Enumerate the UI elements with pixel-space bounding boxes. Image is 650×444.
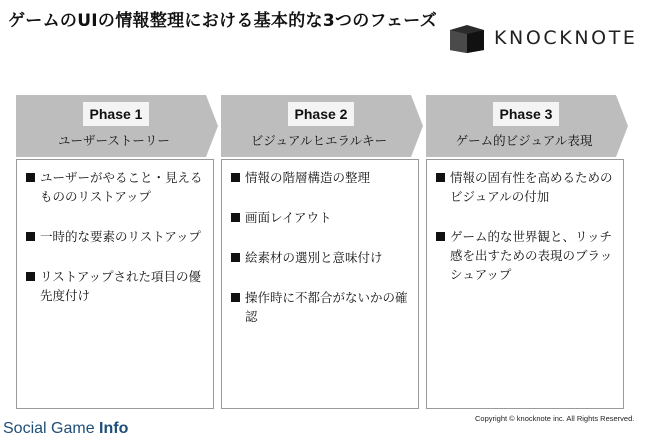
- list-item: リストアップされた項目の優先度付け: [26, 267, 207, 305]
- knocknote-logo-icon: [448, 23, 486, 53]
- watermark-text-bold: Info: [99, 420, 129, 437]
- bullet-square-icon: [26, 173, 35, 182]
- bullet-square-icon: [436, 173, 445, 182]
- list-item: 絵素材の選別と意味付け: [231, 248, 412, 267]
- phase-1-header: [16, 95, 218, 157]
- phase-3-subtitle: ゲーム的ビジュアル表現: [455, 133, 593, 148]
- list-item: 操作時に不都合がないかの確認: [231, 288, 412, 326]
- bullet-square-icon: [231, 213, 240, 222]
- list-item: ゲーム的な世界観と、リッチ感を出すための表現のブラッシュアップ: [436, 227, 617, 284]
- phase-1-label: Phase 1: [83, 102, 149, 126]
- brand-logo: [448, 23, 638, 53]
- watermark-text: Social Game: [3, 420, 100, 437]
- list-item: 画面レイアウト: [231, 208, 412, 227]
- bullet-square-icon: [231, 293, 240, 302]
- bullet-square-icon: [26, 272, 35, 281]
- phase-1-box: [16, 159, 214, 409]
- watermark: [3, 420, 128, 438]
- bullet-square-icon: [231, 173, 240, 182]
- bullet-square-icon: [231, 253, 240, 262]
- phase-3-box: [426, 159, 624, 409]
- phase-1-subtitle: ユーザーストーリー: [58, 133, 170, 148]
- phase-2-header: [221, 95, 423, 157]
- list-item: 情報の階層構造の整理: [231, 168, 412, 187]
- list-item: 一時的な要素のリストアップ: [26, 227, 207, 246]
- list-item: ユーザーがやること・見えるもののリストアップ: [26, 168, 207, 206]
- list-item: 情報の固有性を高めるためのビジュアルの付加: [436, 168, 617, 206]
- phase-2-box: [221, 159, 419, 409]
- phase-3-header: [426, 95, 628, 157]
- phase-3-label: Phase 3: [493, 102, 559, 126]
- bullet-square-icon: [436, 232, 445, 241]
- phase-2-subtitle: ビジュアルヒエラルキー: [250, 133, 388, 148]
- bullet-square-icon: [26, 232, 35, 241]
- brand-name: KNOCKNOTE: [494, 27, 638, 49]
- copyright-text: Copyright © knocknote inc. All Rights Reserved.: [475, 414, 635, 423]
- slide-title: ゲームのUIの情報整理における基本的な3つのフェーズ: [8, 11, 438, 31]
- phase-2-label: Phase 2: [288, 102, 354, 126]
